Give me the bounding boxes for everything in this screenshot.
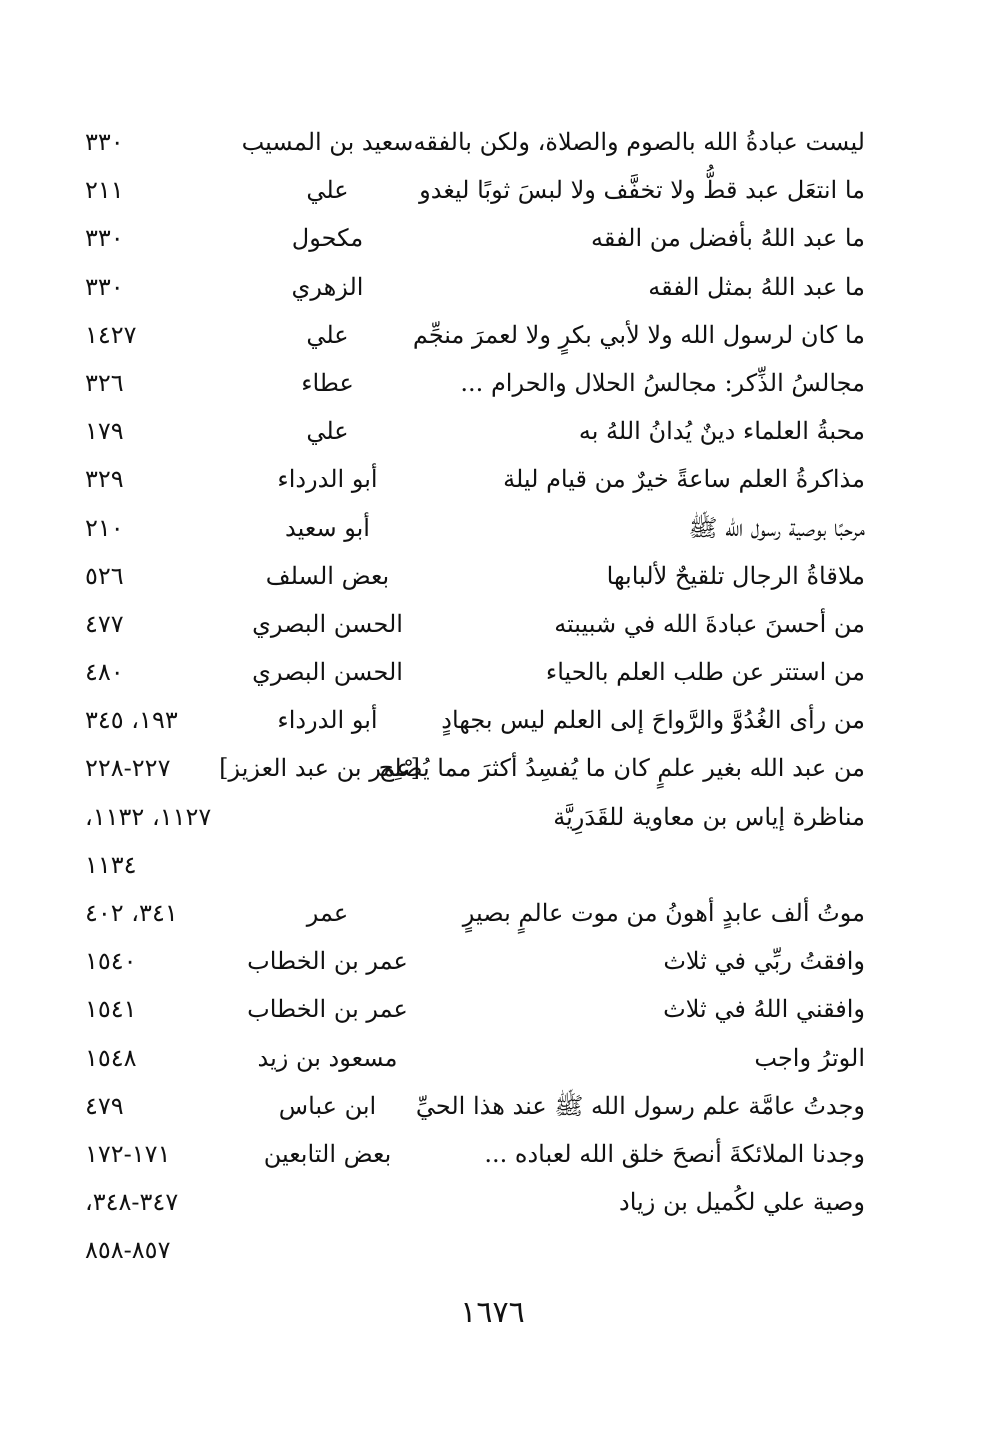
entry-narrator: علي xyxy=(306,176,349,205)
entry-text: مذاكرةُ العلم ساعةً خيرٌ من قيام ليلة xyxy=(503,465,865,494)
entry-page-ref: ٣٢٦ xyxy=(85,368,124,397)
index-row xyxy=(85,648,865,696)
index-row xyxy=(85,744,865,792)
entry-narrator: أبو الدرداء xyxy=(277,706,378,735)
entry-narrator: أبو سعيد xyxy=(285,513,370,542)
entry-text: الوترُ واجب xyxy=(754,1043,865,1072)
entry-text: موتُ ألف عابدٍ أهونُ من موت عالمٍ بصيرٍ xyxy=(462,899,865,927)
index-row xyxy=(85,166,865,214)
entry-narrator: [عمر بن عبد العزيز] xyxy=(219,754,420,783)
index-row xyxy=(85,841,865,889)
entry-text: من أحسنَ عبادةَ الله في شبيبته xyxy=(554,609,865,638)
entry-narrator: بعض التابعين xyxy=(263,1139,392,1168)
entry-page-ref: ١١٢٧، ١١٣٢، xyxy=(85,802,212,831)
entry-narrator: علي xyxy=(306,320,349,349)
entry-narrator: بعض السلف xyxy=(265,561,390,590)
entry-text: ما عبد اللهُ بأفضل من الفقه xyxy=(591,224,865,253)
entry-page-ref: ٨٥٧-٨٥٨ xyxy=(85,1236,171,1265)
entry-text: من عبد الله بغير علمٍ كان ما يُفسِدُ أكثرَ مما يُصْلِح xyxy=(378,754,865,783)
entry-narrator: عطاء xyxy=(301,368,354,397)
entry-text: ليست عبادةُ الله بالصوم والصلاة، ولكن بالفقه xyxy=(413,128,865,156)
index-row xyxy=(85,263,865,311)
index-row xyxy=(85,407,865,455)
entry-page-ref: ٤٨٠ xyxy=(85,658,124,687)
entry-narrator: أبو الدرداء xyxy=(277,465,378,494)
index-row xyxy=(85,985,865,1033)
entry-page-ref: ٣٢٩ xyxy=(85,465,124,494)
index-row xyxy=(85,889,865,937)
entry-narrator: الحسن البصري xyxy=(252,609,403,638)
entry-text: ما عبد اللهُ بمثل الفقه xyxy=(648,272,865,301)
entry-page-ref: ١٤٢٧ xyxy=(85,320,137,349)
entry-page-ref: ٣٤١، ٤٠٢ xyxy=(85,899,178,927)
entry-narrator: مسعود بن زيد xyxy=(257,1043,398,1072)
entry-page-ref: ١٧٩ xyxy=(85,417,124,446)
index-row xyxy=(85,793,865,841)
index-row xyxy=(85,600,865,648)
index-row xyxy=(85,1034,865,1082)
index-table xyxy=(85,118,865,1275)
entry-text: وافقتُ ربِّي في ثلاث xyxy=(663,947,865,976)
index-row xyxy=(85,552,865,600)
index-row xyxy=(85,311,865,359)
entry-text: مرحبًا بوصية رسول الله ﷺ xyxy=(688,513,865,542)
entry-narrator: عمر xyxy=(306,899,349,927)
entry-narrator: الزهري xyxy=(291,272,364,301)
index-row xyxy=(85,359,865,407)
index-row xyxy=(85,504,865,552)
entry-text: وافقني اللهُ في ثلاث xyxy=(663,995,865,1024)
entry-page-ref: ٣٤٧-٣٤٨، xyxy=(85,1188,179,1217)
entry-narrator: عمر بن الخطاب xyxy=(247,947,408,976)
entry-page-ref: ١٥٤١ xyxy=(85,995,137,1024)
entry-narrator: عمر بن الخطاب xyxy=(247,995,408,1024)
index-row xyxy=(85,1178,865,1226)
index-row xyxy=(85,1082,865,1130)
entry-page-ref: ١٥٤٨ xyxy=(85,1043,137,1072)
entry-text: وجدنا الملائكةَ أنصحَ خلق الله لعباده ... xyxy=(484,1139,865,1168)
entry-text: محبةُ العلماء دينٌ يُدانُ اللهُ به xyxy=(578,417,865,446)
entry-page-ref: ٢١١ xyxy=(85,176,124,205)
entry-narrator: علي xyxy=(306,417,349,446)
entry-text: من رأى الغُدُوَّ والرَّواحَ إلى العلم ليس بجهادٍ xyxy=(441,706,865,735)
entry-narrator: مكحول xyxy=(291,224,364,253)
entry-narrator: ابن عباس xyxy=(278,1091,377,1120)
entry-page-ref: ٥٢٦ xyxy=(85,561,124,590)
entry-page-ref: ٢١٠ xyxy=(85,513,124,542)
entry-text: مناظرة إياس بن معاوية للقَدَرِيَّة xyxy=(553,802,865,831)
entry-text: من استتر عن طلب العلم بالحياء xyxy=(545,658,865,687)
entry-page-ref: ٣٣٠ xyxy=(85,272,124,301)
index-row xyxy=(85,696,865,744)
entry-page-ref: ٢٢٧-٢٢٨ xyxy=(85,754,171,783)
page-number: ١٦٧٦ xyxy=(460,1295,525,1330)
entry-page-ref: ١٥٤٠ xyxy=(85,947,137,976)
entry-page-ref: ٤٧٧ xyxy=(85,609,124,638)
entry-text: ما كان لرسول الله ولا لأبي بكرٍ ولا لعمرَ منجِّم xyxy=(412,320,865,349)
entry-page-ref: ١٧١-١٧٢ xyxy=(85,1139,171,1168)
entry-page-ref: ٤٧٩ xyxy=(85,1091,124,1120)
entry-page-ref: ٣٣٠ xyxy=(85,128,124,156)
entry-text: وجدتُ عامَّة علم رسول الله ﷺ عند هذا الحيِّ xyxy=(415,1091,865,1120)
index-row xyxy=(85,455,865,503)
index-row xyxy=(85,214,865,262)
index-row xyxy=(85,937,865,985)
entry-narrator: الحسن البصري xyxy=(252,658,403,687)
entry-text: ملاقاةُ الرجال تلقيحٌ لألبابها xyxy=(606,561,865,590)
index-row xyxy=(85,1130,865,1178)
index-row xyxy=(85,118,865,166)
index-row xyxy=(85,1226,865,1274)
entry-page-ref: ١٩٣، ٣٤٥ xyxy=(85,706,178,735)
entry-page-ref: ١١٣٤ xyxy=(85,850,137,879)
entry-text: ما انتعَل عبد قطُّ ولا تخفَّف ولا لبسَ ثوبًا ليغدو xyxy=(419,176,865,205)
entry-narrator: سعيد بن المسيب xyxy=(241,128,414,156)
entry-text: مجالسُ الذِّكر: مجالسُ الحلال والحرام ... xyxy=(460,368,865,397)
entry-page-ref: ٣٣٠ xyxy=(85,224,124,253)
entry-text: وصية علي لكُميل بن زياد xyxy=(619,1188,865,1217)
